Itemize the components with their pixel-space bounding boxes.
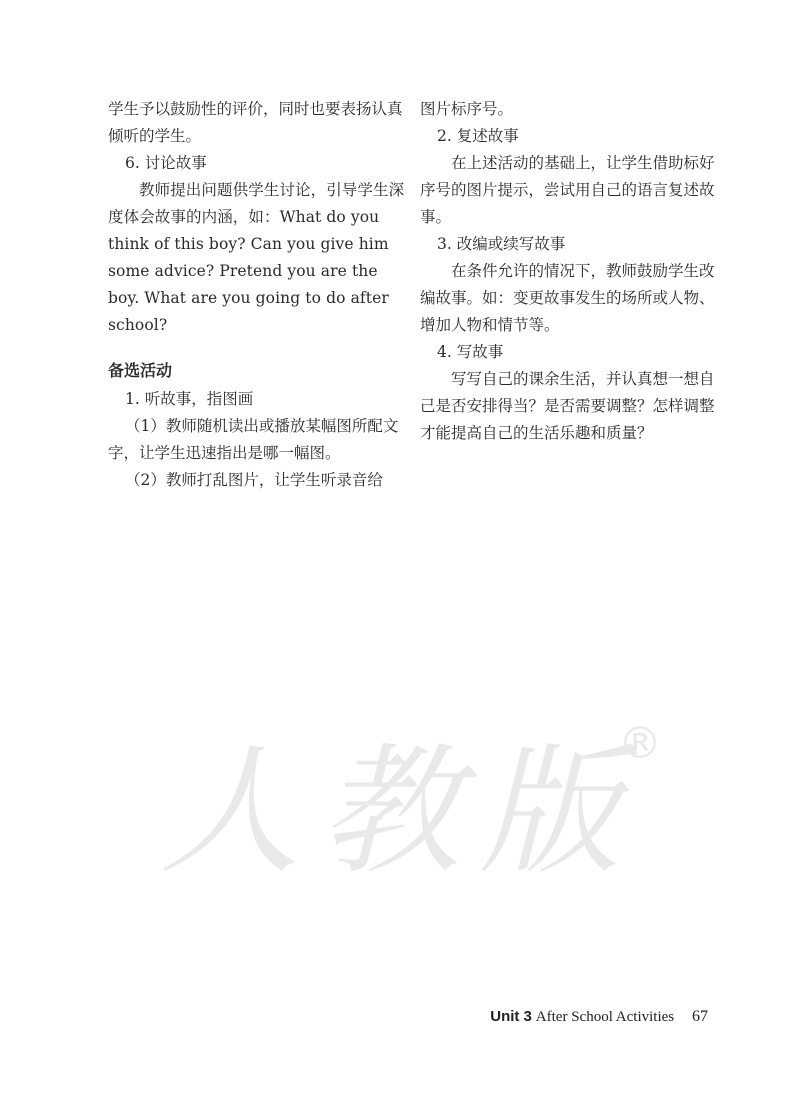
paragraph: 学生予以鼓励性的评价，同时也要表扬认真倾听的学生。 [108,100,403,145]
item-heading-3: 3. 改编或续写故事 [437,235,566,253]
item-heading-2: 2. 复述故事 [437,127,519,145]
watermark-logo [150,710,670,880]
paragraph: （2）教师打乱图片，让学生听录音给 [125,471,383,489]
paragraph: 在上述活动的基础上，让学生借助标好序号的图片提示，尝试用自己的语言复述故事。 [420,154,715,226]
item-heading-1: 1. 听故事，指图画 [125,390,254,408]
paragraph: 图片标序号。 [420,100,514,118]
right-column [420,96,718,447]
page-footer [490,1008,708,1026]
section-title: 备选活动 [108,361,173,380]
unit-title: After School Activities [535,1009,675,1025]
paragraph: （1）教师随机读出或播放某幅图所配文字，让学生迅速指出是哪一幅图。 [108,417,399,462]
paragraph: 教师提出问题供学生讨论，引导学生深度体会故事的内涵，如：What do you think of this boy? Can you give him some advice? Pretend you are the boy. What are you going to do after school? [108,181,405,334]
paragraph: 写写自己的课余生活，并认真想一想自己是否安排得当？是否需要调整？怎样调整才能提高自己的生活乐趣和质量？ [420,370,715,442]
item-heading-4: 4. 写故事 [437,343,504,361]
page-number: 67 [692,1008,708,1025]
watermark-glyph: 版 [480,731,621,880]
item-heading-6: 6. 讨论故事 [125,154,207,172]
paragraph: 在条件允许的情况下，教师鼓励学生改编故事。如：变更故事发生的场所或人物、增加人物和情节等。 [420,262,715,334]
unit-label: Unit 3 [490,1008,532,1025]
left-column [108,96,406,494]
watermark-glyph: 人 [160,731,301,880]
watermark-glyph: 教 [320,731,461,880]
registered-mark: ® [618,718,662,769]
